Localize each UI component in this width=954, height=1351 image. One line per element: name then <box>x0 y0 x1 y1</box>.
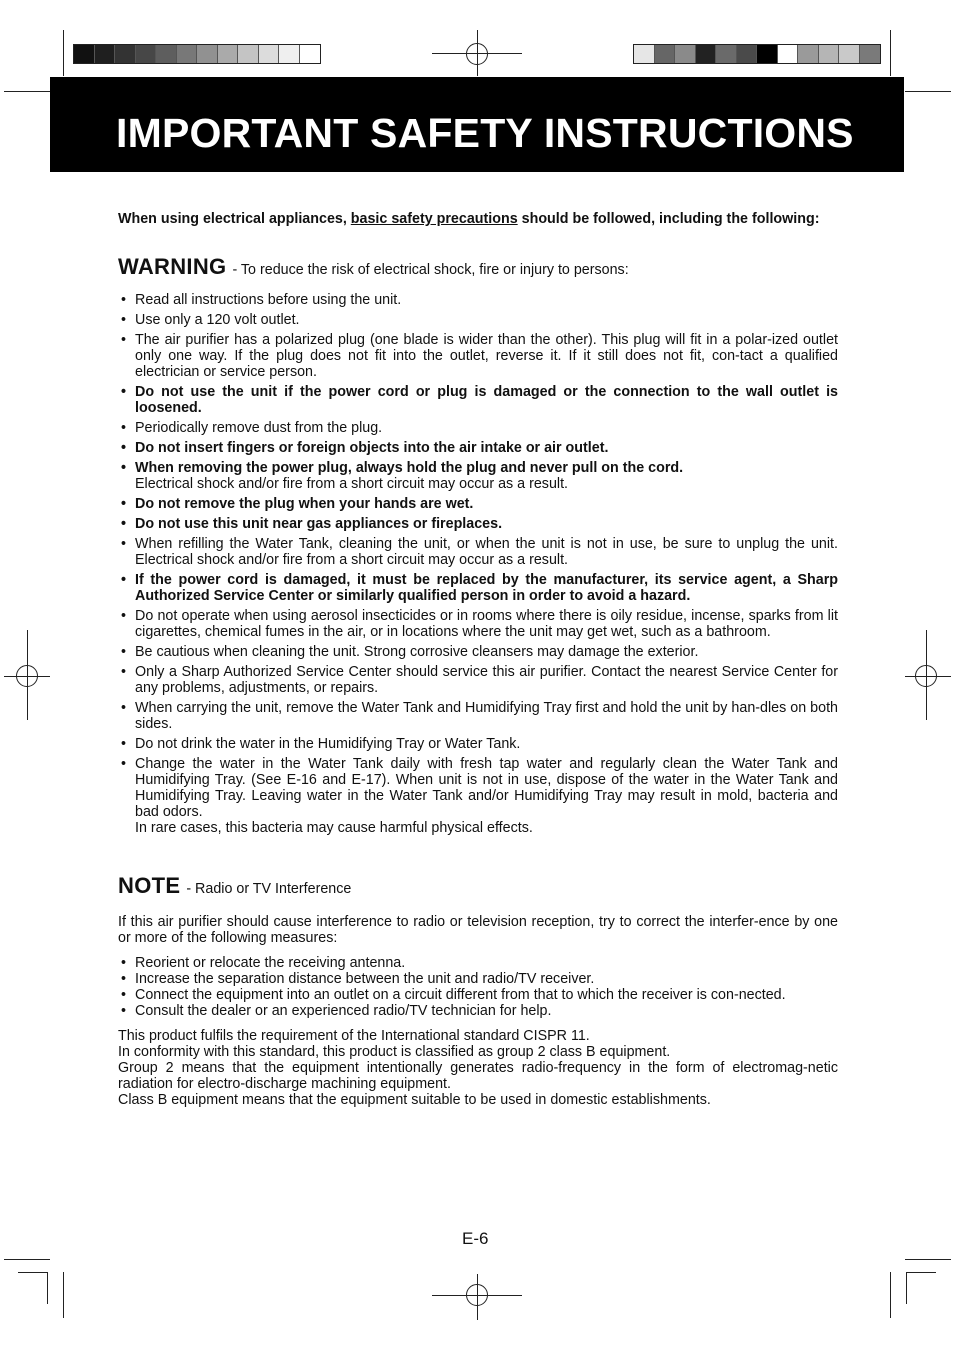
color-swatch <box>74 45 95 63</box>
compliance-line: This product fulfils the requirement of the International standard CISPR 11. <box>118 1028 590 1044</box>
color-swatch <box>95 45 116 63</box>
color-swatch <box>136 45 157 63</box>
warning-item <box>118 644 838 660</box>
warning-item-text: The air purifier has a polarized plug (one blade is wider than the other). This plug will fit in a polar-ized outlet only one way. If the plug does not fit into the outlet, reverse it. If it still does not fit, con-tact a qualified electrician or service person. <box>135 332 838 380</box>
crop-mark <box>905 1259 951 1260</box>
color-swatch <box>716 45 737 63</box>
note-list <box>118 955 838 1019</box>
color-swatch <box>696 45 717 63</box>
compliance-line: In conformity with this standard, this product is classified as group 2 class B equipment. <box>118 1044 671 1060</box>
note-item: • Consult the dealer or an experienced radio/TV technician for help. <box>118 1003 838 1019</box>
color-swatch <box>218 45 239 63</box>
warning-item-text: Do not use this unit near gas appliances or fireplaces. <box>135 516 503 532</box>
crop-mark <box>4 91 50 92</box>
crop-mark <box>906 1272 936 1273</box>
page-number: E-6 <box>462 1229 489 1248</box>
warning-item <box>118 700 838 732</box>
note-label: NOTE <box>118 873 181 898</box>
warning-item-text: When removing the power plug, always hold the plug and never pull on the cord. <box>135 460 684 476</box>
color-swatch <box>778 45 799 63</box>
note-intro: If this air purifier should cause interference to radio or television reception, try to correct the interfer-ence by one or more of the following measures: <box>118 914 838 946</box>
color-swatch <box>798 45 819 63</box>
color-swatch <box>259 45 280 63</box>
warning-item <box>118 536 838 568</box>
color-swatch <box>300 45 321 63</box>
color-swatch <box>115 45 136 63</box>
color-swatch <box>757 45 778 63</box>
color-bar-right <box>633 44 881 64</box>
compliance-line: Group 2 means that the equipment intentionally generates radio-frequency in the form of electromag-netic radiation for electro-discharge machining equipment. <box>118 1060 838 1092</box>
warning-item <box>118 332 838 380</box>
warning-item-text: Do not use the unit if the power cord or plug is damaged or the connection to the wall outlet is loosened. <box>135 384 838 416</box>
warning-list <box>118 292 838 836</box>
warning-item-text: Be cautious when cleaning the unit. Strong corrosive cleansers may damage the exterior. <box>135 644 699 660</box>
title-banner <box>50 77 904 172</box>
note-item: • Increase the separation distance between the unit and radio/TV receiver. <box>118 971 838 987</box>
warning-item <box>118 384 838 416</box>
crop-mark <box>63 1272 64 1318</box>
crop-mark <box>4 1259 50 1260</box>
warning-label: WARNING <box>118 254 227 279</box>
warning-item-text: Read all instructions before using the unit. <box>135 292 402 308</box>
color-swatch <box>279 45 300 63</box>
warning-item <box>118 312 838 328</box>
color-swatch <box>238 45 259 63</box>
color-swatch <box>839 45 860 63</box>
warning-item <box>118 664 838 696</box>
warning-subtitle: - To reduce the risk of electrical shock, fire or injury to persons: <box>232 262 629 278</box>
note-item: • Connect the equipment into an outlet on a circuit different from that to which the receiver is con-nected. <box>118 987 838 1003</box>
warning-item <box>118 440 838 456</box>
registration-mark-circle <box>16 665 38 687</box>
color-swatch <box>819 45 840 63</box>
warning-item-text: If the power cord is damaged, it must be replaced by the manufacturer, its service agent, a Sharp Authorized Service Center or similarly qualified person in order to avoid a hazard. <box>135 572 838 604</box>
warning-item <box>118 516 838 532</box>
warning-item-text: Do not drink the water in the Humidifying Tray or Water Tank. <box>135 736 521 752</box>
compliance-line: Class B equipment means that the equipment suitable to be used in domestic establishments. <box>118 1092 711 1108</box>
color-bar-left <box>73 44 321 64</box>
warning-item-text: Do not operate when using aerosol insecticides or in rooms where there is oily residue, incense, sparks from lit cigarettes, chemical fumes in the air, or in locations where the unit may get wet, such as a bathroom. <box>135 608 838 640</box>
note-heading <box>118 874 838 898</box>
registration-mark-circle <box>915 665 937 687</box>
warning-item <box>118 572 838 604</box>
page-title: IMPORTANT SAFETY INSTRUCTIONS <box>116 110 854 156</box>
warning-item <box>118 736 838 752</box>
color-swatch <box>737 45 758 63</box>
color-swatch <box>675 45 696 63</box>
warning-item <box>118 292 838 308</box>
intro-text-after: should be followed, including the following: <box>517 211 820 227</box>
crop-mark <box>890 30 891 76</box>
registration-mark-circle <box>466 1284 488 1306</box>
warning-item-text: When carrying the unit, remove the Water Tank and Humidifying Tray first and hold the unit by han-dles on both sides. <box>135 700 838 732</box>
intro-text-before: When using electrical appliances, <box>118 211 351 227</box>
warning-item <box>118 420 838 436</box>
registration-mark-circle <box>466 43 488 65</box>
warning-item-text: Use only a 120 volt outlet. <box>135 312 300 328</box>
crop-mark <box>63 30 64 76</box>
main-content <box>118 211 838 1108</box>
warning-heading <box>118 255 838 279</box>
warning-item-tail: Electrical shock and/or fire from a short circuit may occur as a result. <box>135 476 569 492</box>
color-swatch <box>156 45 177 63</box>
warning-item-text: Do not insert fingers or foreign objects into the air intake or air outlet. <box>135 440 609 456</box>
note-item: • Reorient or relocate the receiving antenna. <box>118 955 838 971</box>
crop-mark <box>905 91 951 92</box>
warning-item <box>118 496 838 512</box>
color-swatch <box>860 45 881 63</box>
warning-item-text: Only a Sharp Authorized Service Center should service this air purifier. Contact the nearest Service Center for any problems, adjustments, or repairs. <box>135 664 838 696</box>
warning-item-text: Change the water in the Water Tank daily with fresh tap water and regularly clean the Water Tank and Humidifying Tray. (See E-16 and E-17). When unit is not in use, dispose of the water in the Water Tank and Humidifying Tray. Leaving water in the Water Tank and/or Humidifying Tray may result in mold, bacteria and bad odors. <box>135 756 838 820</box>
note-subtitle: - Radio or TV Interference <box>186 881 352 897</box>
color-swatch <box>655 45 676 63</box>
compliance-block <box>118 1028 838 1108</box>
warning-item <box>118 460 838 492</box>
warning-item-text: Periodically remove dust from the plug. <box>135 420 383 436</box>
crop-mark <box>18 1272 48 1273</box>
intro-paragraph <box>118 211 838 227</box>
warning-item <box>118 756 838 836</box>
warning-item-text: When refilling the Water Tank, cleaning the unit, or when the unit is not in use, be sure to unplug the unit. Electrical shock and/or fire from a short circuit may occur as a result. <box>135 536 838 568</box>
warning-item <box>118 608 838 640</box>
crop-mark <box>47 1272 48 1304</box>
color-swatch <box>177 45 198 63</box>
color-swatch <box>197 45 218 63</box>
warning-item-extra: In rare cases, this bacteria may cause harmful physical effects. <box>135 820 533 836</box>
intro-underlined-text: basic safety precautions <box>350 211 518 227</box>
color-swatch <box>634 45 655 63</box>
crop-mark <box>890 1272 891 1318</box>
warning-item-text: Do not remove the plug when your hands are wet. <box>135 496 474 512</box>
crop-mark <box>906 1272 907 1304</box>
